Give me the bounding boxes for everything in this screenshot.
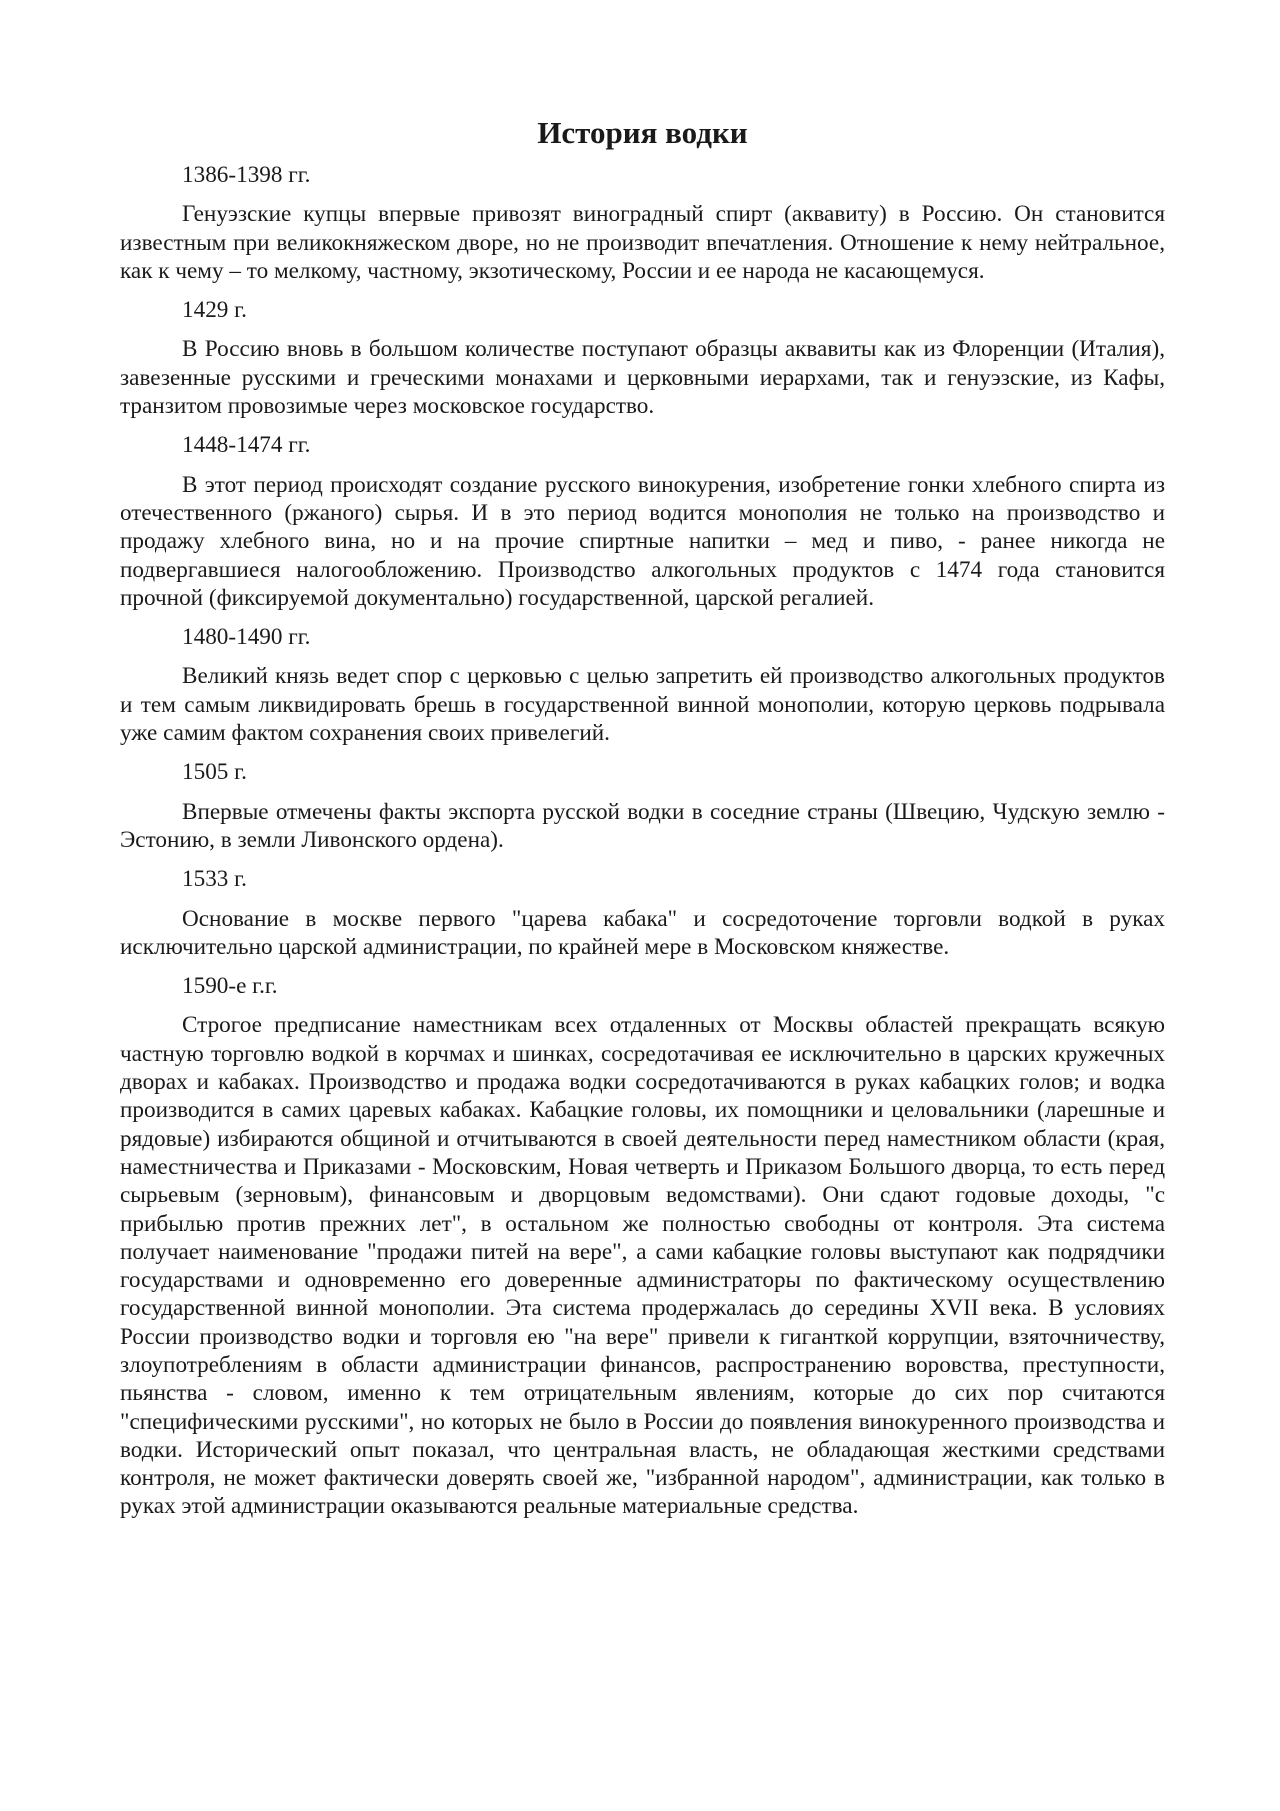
entry-text-4: Великий князь ведет спор с церковью с целью запретить ей производство алкогольных продуктов и тем самым ликвидировать брешь в государственной винной монополии, которую церковь подрывала уже самим фактом сохранения своих привелегий.: [120, 663, 1165, 747]
page-title: История водки: [537, 115, 748, 150]
entry-date-4: 1480-1490 гг.: [182, 624, 311, 651]
entry-text-5: Впервые отмечены факты экспорта русской водки в соседние страны (Швецию, Чудскую землю - Эстонию, в земли Ливонского ордена).: [120, 798, 1165, 853]
entry-date-7: 1590-е г.г.: [182, 973, 278, 1000]
entry-text-3: В этот период происходят создание русского винокурения, изобретение гонки хлебного спирта из отечественного (ржаного) сырья. И в это период водится монополия не только на производство и продажу хлебного вина, но и на прочие спиртные напитки – мед и пиво, - ранее никогда не подвергавшиеся налогообложению. Производство алкогольных продуктов с 1474 года становится прочной (фиксируемой документально) государственной, царской регалией.: [120, 471, 1165, 611]
document-page: [120, 115, 1165, 1532]
entry-date-3: 1448-1474 гг.: [182, 432, 311, 459]
entry-date-2: 1429 г.: [182, 297, 247, 324]
entry-date-6: 1533 г.: [182, 866, 247, 893]
entry-date-1: 1386-1398 гг.: [182, 162, 311, 188]
entry-text-1: Генуэзские купцы впервые привозят виноградный спирт (аквавиту) в Россию. Он становится известным при великокняжеском дворе, но не производит впечатления. Отношение к нему нейтральное, как к чему – то мелкому, частному, экзотическому, России и ее народа не касающемуся.: [120, 201, 1165, 284]
entry-text-2: В Россию вновь в большом количестве поступают образцы аквавиты как из Флоренции (Италия), завезенные русскими и греческими монахами и церковными иерархами, так и генуэзские, из Кафы, транзитом провозимые через московское государство.: [120, 336, 1165, 420]
entry-text-6: Основание в москве первого "царева кабака" и сосредоточение торговли водкой в руках исключительно царской администрации, по крайней мере в Московском княжестве.: [120, 905, 1165, 960]
entry-text-7: Строгое предписание наместникам всех отдаленных от Москвы областей прекращать всякую частную торговлю водкой в корчмах и шинках, сосредотачивая ее исключительно в царских кружечных дворах и кабаках. Производство и продажа водки сосредотачиваются в руках кабацких голов; и водка производится в самих царевых кабаках. Кабацкие головы, их помощники и целовальники (ларешные и рядовые) избираются общиной и отчитываются в своей деятельности перед наместником области (края, наместничества и Приказами - Московским, Новая четверть и Приказом Большого дворца, то есть перед сырьевым (зерновым), финансовым и дворцовым ведомствами). Они сдают годовые доходы, "с прибылью против прежних лет", в остальном же полностью свободны от контроля. Эта система получает наименование "продажи питей на вере", а сами кабацкие головы выступают как подрядчики государствами и одновременно его доверенные администраторы по фактическому осуществлению государственной винной монополии. Эта система продержалась до середины XVII века. В условиях России производство водки и торговля ею "на вере" привели к гиганткой коррупции, взяточничеству, злоупотреблениям в области администрации финансов, распространению воровства, преступности, пьянства - словом, именно к тем отрицательным явлениям, которые до сих пор считаются "специфическими русскими", но которых не было в России до появления винокуренного производства и водки. Исторический опыт показал, что центральная власть, не обладающая жесткими средствами контроля, не может фактически доверять своей же, "избранной народом", администрации, как только в руках этой администрации оказываются реальные материальные средства.: [120, 1012, 1165, 1520]
entry-date-5: 1505 г.: [182, 759, 247, 786]
